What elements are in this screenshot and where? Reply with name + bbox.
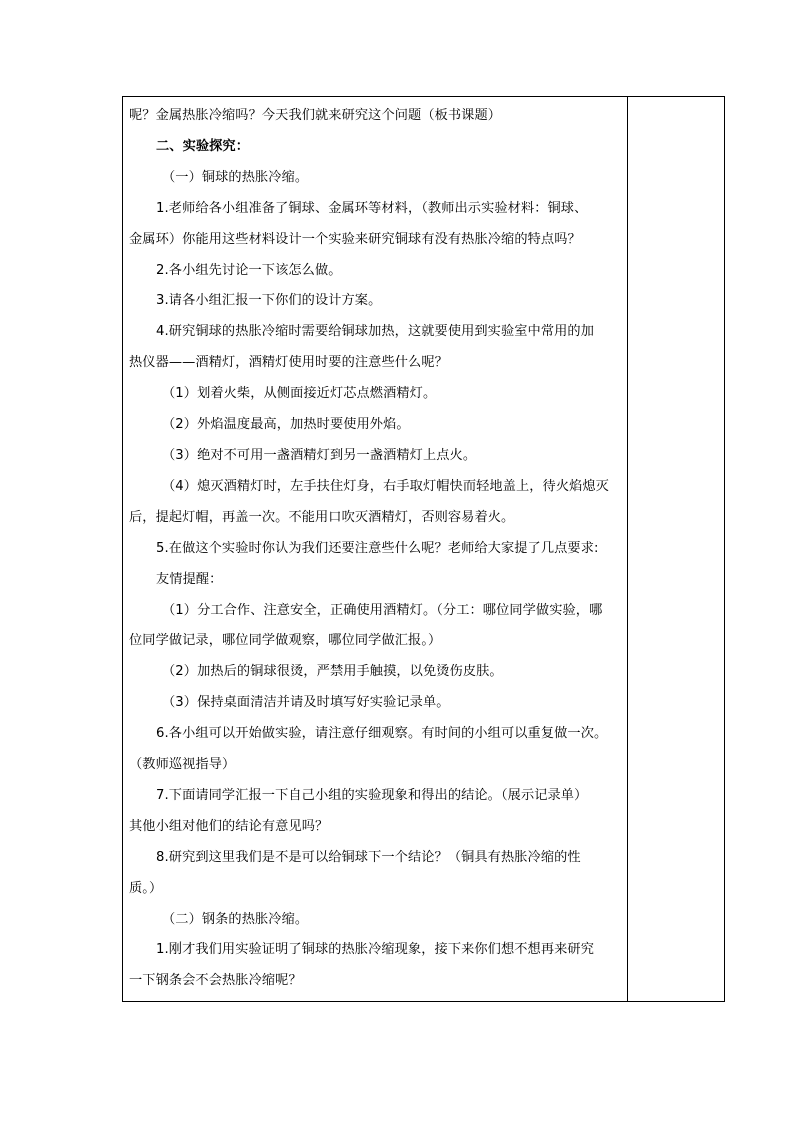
text-line: 3.请各小组汇报一下你们的设计方案。 xyxy=(156,293,382,309)
lesson-table xyxy=(122,96,725,1002)
text-line: （2）加热后的铜球很烫，严禁用手触摸，以免烫伤皮肤。 xyxy=(162,664,503,680)
text-line: 热仪器——酒精灯，酒精灯使用时要的注意些什么呢？ xyxy=(129,355,448,371)
text-line: （1）划着火柴，从侧面接近灯芯点燃酒精灯。 xyxy=(162,386,437,402)
text-line: 2.各小组先讨论一下该怎么做。 xyxy=(156,262,342,278)
text-line: （1）分工合作、注意安全，正确使用酒精灯。（分工：哪位同学做实验，哪 xyxy=(162,602,603,618)
section-heading: 二、实验探究： xyxy=(156,138,250,154)
text-line: 7.下面请同学汇报一下自己小组的实验现象和得出的结论。（展示记录单） xyxy=(156,787,588,803)
text-line: 5.在做这个实验时你认为我们还要注意些什么呢？老师给大家提了几点要求: xyxy=(156,540,599,556)
notes-cell xyxy=(628,97,724,1001)
text-line: （教师巡视指导） xyxy=(129,757,236,773)
text-line: 6.各小组可以开始做实验，请注意仔细观察。有时间的小组可以重复做一次。 xyxy=(156,726,608,742)
text-line: （3）保持桌面清洁并请及时填写好实验记录单。 xyxy=(162,695,450,711)
text-line: 其他小组对他们的结论有意见吗？ xyxy=(129,818,329,834)
text-line: （3）绝对不可用一盏酒精灯到另一盏酒精灯上点火。 xyxy=(162,447,477,463)
text-line: 一下钢条会不会热胀冷缩呢？ xyxy=(129,973,302,989)
text-line: 呢？金属热胀冷缩吗？今天我们就来研究这个问题（板书课题） xyxy=(129,108,502,123)
text-line: 友情提醒： xyxy=(156,571,223,587)
text-line: 1.老师给各小组准备了铜球、金属环等材料，（教师出示实验材料：铜球、 xyxy=(156,200,588,216)
text-line: 8.研究到这里我们是不是可以给铜球下一个结论？（铜具有热胀冷缩的性 xyxy=(156,849,581,865)
text-line: 4.研究铜球的热胀冷缩时需要给铜球加热，这就要使用到实验室中常用的加 xyxy=(156,324,594,340)
text-line: 质。） xyxy=(129,880,163,896)
subsection-heading: （一）铜球的热胀冷缩。 xyxy=(162,169,309,185)
text-line: （4）熄灭酒精灯时，左手扶住灯身，右手取灯帽快而轻地盖上，待火焰熄灭 xyxy=(162,478,609,494)
text-line: 后，提起灯帽，再盖一次。不能用口吹灭酒精灯，否则容易着火。 xyxy=(129,509,515,525)
text-line: （2）外焰温度最高，加热时要使用外焰。 xyxy=(162,417,410,433)
subsection-heading: （二）钢条的热胀冷缩。 xyxy=(162,911,309,927)
text-line: 1.刚才我们用实验证明了铜球的热胀冷缩现象，接下来你们想不想再来研究 xyxy=(156,942,594,958)
text-line: 金属环）你能用这些材料设计一个实验来研究铜球有没有热胀冷缩的特点吗？ xyxy=(129,231,581,247)
lesson-content-cell xyxy=(129,101,625,997)
text-line: 位同学做记录，哪位同学做观察，哪位同学做汇报。） xyxy=(129,633,442,649)
